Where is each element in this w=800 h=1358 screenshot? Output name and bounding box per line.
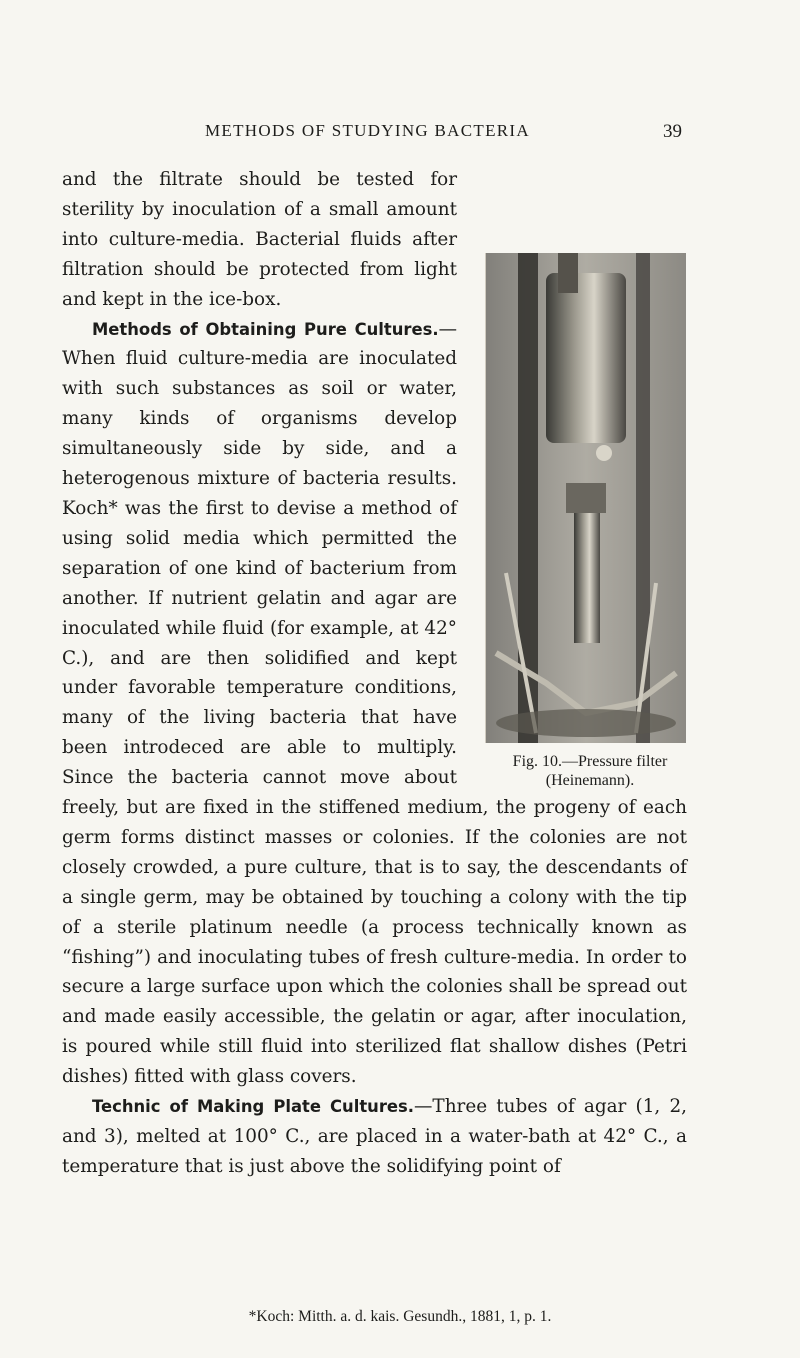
paragraph-2-text: —When fluid culture-media are inoculated with such substances as soil or water, many kinds of organisms develop simultaneously side by side, and a heterogenous mixture of bacteria results. Koch* was the first to devise a method of using solid media which permitted the separation of one kind of bacterium from another. If nutrient gelatin and agar are inoculated while fluid (for example, at 42° C.), and are then solidified and kept under favorable temperature conditions, many of the living bacteria that have been introdeced are able to multiply. Since the bacteria cannot move about freely, but are fixed in the stiffened medium, the progeny of each germ forms distinct masses or colonies. If the colonies are not closely crowded, a pure culture, that is to say, the descendants of a single germ, may be obtained by touching a colony with the tip of a sterile platinum needle (a process technically known as “fishing”) and inoculating tubes of fresh culture-media. In order to secure a large surface upon which the colonies shall be spread out and made easily accessible, the gelatin or agar, after inoculation, is poured while still fluid into sterilized flat shallow dishes (Petri dishes) fitted with glass covers. [62,318,687,1088]
section-heading-plate-cultures: Technic of Making Plate Cultures. [92,1097,415,1117]
running-header [0,121,800,145]
figure-caption [475,752,705,790]
figure-caption-line-1: Fig. 10.—Pressure filter [512,753,668,770]
paragraph-1: and the filtrate should be tested for sterility by inoculation of a small amount into culture-media. Bacterial fluids after filtration should be protected from light and kept in the ice-box. [62,169,457,310]
running-title: METHODS OF STUDYING BACTERIA [205,121,530,140]
paragraph-3-text: —Three tubes of agar (1, 2, and 3), melted at 100° C., are placed in a water-bath at 42° C., a temperature that is just above the solidifying point of [62,1096,687,1177]
figure-caption-line-2: (Heinemann). [545,772,635,789]
pressure-filter-drawing [486,253,686,743]
pressure-filter-illustration [485,253,686,743]
page-number: 39 [663,121,682,142]
section-heading-pure-cultures: Methods of Obtaining Pure Cultures. [92,319,439,339]
footnote: *Koch: Mitth. a. d. kais. Gesundh., 1881, 1, p. 1. [248,1308,552,1325]
paragraph-3 [62,1092,687,1182]
